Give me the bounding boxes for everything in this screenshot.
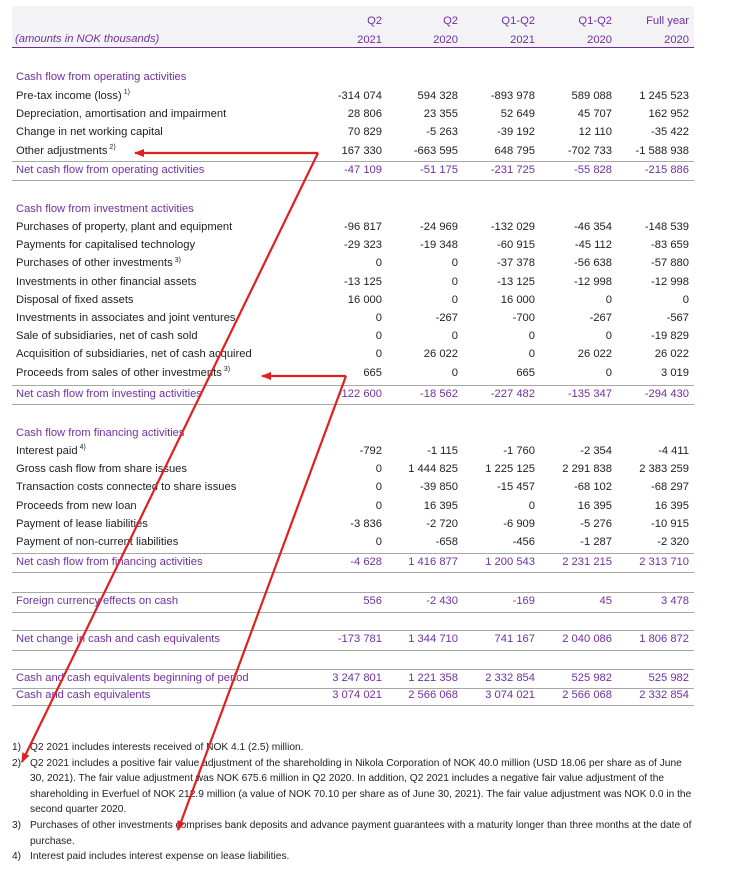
row-value: 2 566 068 [408,689,458,701]
row-depreciation-amortisation-and-impairment [12,106,694,124]
row-value: 16 395 [423,499,458,512]
row-payment-of-non-current-liabilities [12,534,694,552]
row-value: -46 354 [574,221,612,233]
row-proceeds-from-sales-of-other-investments [12,365,694,383]
row-value: -56 638 [574,257,612,270]
row-value: -45 112 [574,239,612,252]
row-value: 1 221 358 [408,672,458,684]
row-value: -663 595 [413,144,458,157]
row-value: -215 886 [644,164,689,176]
row-value: 2 291 838 [562,463,612,476]
row-purchases-of-property-plant-and-equipment [12,219,694,237]
section-title-investing: Cash flow from investment activities [16,203,194,215]
row-value: -1 115 [427,445,458,457]
row-value: 16 000 [500,293,535,306]
row-value: -173 781 [337,633,382,645]
row-value: 3 019 [661,366,689,379]
row-gross-cash-flow-from-share-issues [12,461,694,479]
row-cash-beginning [12,669,694,689]
row-value: -1 760 [503,445,535,457]
row-value: -12 998 [651,275,689,288]
row-value: 741 167 [494,633,535,645]
row-label: Payment of non-current liabilities [16,536,179,548]
row-value: -1 287 [580,536,612,548]
units-label: (amounts in NOK thousands) [15,33,160,45]
row-value: -29 323 [344,239,382,252]
row-value: -2 354 [580,445,612,457]
column-header-full-year-2020: Full year 2020 [646,15,689,46]
footnote-ref: 3) [223,365,231,373]
row-value: -3 836 [350,517,382,530]
row-value: 45 707 [577,108,612,121]
row-label: Net cash flow from operating activities [16,164,205,176]
row-value: -24 969 [420,221,458,233]
row-value: 1 344 710 [408,633,458,645]
row-value: -132 029 [490,221,535,233]
row-value: 2 313 710 [639,556,689,568]
footnotes [12,740,692,865]
row-value: -15 457 [497,481,535,494]
row-label: Acquisition of subsidiaries, net of cash acquired [16,348,252,361]
row-value: -13 125 [497,275,535,288]
row-value: -39 192 [497,126,535,139]
row-other-adjustments [12,143,694,161]
row-value: -456 [512,536,535,548]
row-value: 3 074 021 [485,689,535,701]
row-net-cash-investing [12,385,694,405]
row-value: 589 088 [571,90,612,102]
row-value: -700 [512,312,535,324]
row-value: 648 795 [494,144,535,157]
row-value: -267 [435,312,458,324]
row-value: -2 720 [426,517,458,530]
row-value: 0 [682,293,689,306]
row-value: -19 829 [651,330,689,343]
row-value: 0 [375,330,382,343]
row-value: -57 880 [651,257,689,270]
row-label: Depreciation, amortisation and impairment [16,108,227,121]
row-value: -135 347 [567,388,612,400]
row-value: -231 725 [490,164,535,176]
row-change-in-net-working-capital [12,124,694,142]
row-label: Net cash flow from financing activities [16,556,203,568]
row-value: 0 [451,293,458,306]
row-acquisition-of-subsidiaries-net-of-cash-acquired [12,346,694,364]
row-interest-paid [12,443,694,461]
row-value: 2 332 854 [639,689,689,701]
footnote-ref: 2) [109,143,116,151]
row-value: 0 [375,499,382,512]
row-value: 0 [375,463,382,476]
row-value: 1 416 877 [408,556,458,568]
row-value: -68 102 [574,481,612,494]
row-value: 0 [375,348,382,361]
row-value: 0 [605,330,612,343]
row-value: 0 [375,257,382,270]
row-value: -1 588 938 [635,144,689,157]
row-value: 0 [451,275,458,288]
row-label: Pre-tax income (loss) $^{1)}$ [16,89,130,102]
column-header-h1-2020: Q1-Q2 2020 [578,15,612,46]
row-label: Cash and cash equivalents [16,689,151,701]
row-label: Interest paid $^{4)}$ [16,444,86,457]
row-value: -169 [512,595,535,607]
row-value: 0 [605,366,612,379]
row-value: -5 263 [426,126,458,139]
row-value: 0 [375,481,382,494]
row-value: -6 909 [503,517,535,530]
row-value: 525 982 [648,672,689,684]
row-value: 70 829 [347,126,382,139]
row-value: -83 659 [651,239,689,252]
section-title-operating: Cash flow from operating activities [16,71,187,83]
row-value: 0 [451,257,458,270]
row-value: 2 040 086 [562,633,612,645]
row-value: 0 [528,499,535,512]
row-value: 23 355 [423,108,458,121]
row-value: 2 383 259 [639,463,689,476]
row-label: Proceeds from new loan [16,499,137,512]
row-value: 594 328 [417,90,458,102]
row-label: Investments in associates and joint ventures [16,312,236,324]
row-investments-in-associates-and-joint-ventures [12,310,694,328]
section-title-financing: Cash flow from financing activities [16,427,185,439]
row-value: 0 [375,536,382,548]
row-investments-in-other-financial-assets [12,274,694,292]
row-value: 665 [363,366,382,379]
row-value: -47 109 [344,164,382,176]
row-value: 2 332 854 [485,672,535,684]
row-value: -39 850 [420,481,458,494]
footnote: 4) Interest paid includes interest expense on lease liabilities. [12,851,290,863]
row-value: 0 [451,366,458,379]
row-label: Proceeds from sales of other investments $^{3)}$ [16,365,231,379]
row-value: 3 478 [661,595,689,607]
row-pre-tax-income-loss [12,88,694,106]
row-value: 556 [363,595,382,607]
footnote: 2) Q2 2021 includes a positive fair value adjustment of the shareholding in Nikola Corporation of NOK 40.0 million (USD 18.06 per share as of June 30, 2021). The fair value adjustment was NOK 675.6 million in Q2 2020. In addition, Q2 2021 includes a negative fair value adjustment of the shareholding in Everfuel of NOK 212.9 million (a value of NOK 70.10 per share as of June 30, 2021). The fair value adjustment was NOK 0.0 in the second quarter 2020. [12,757,692,816]
footnote: 3) Purchases of other investments comprises bank deposits and advance payment guarantees with a maturity longer than three months at the date of purchase. [12,819,692,847]
row-value: 12 110 [578,126,612,139]
row-value: -2 320 [657,536,689,548]
row-net-cash-financing [12,553,694,573]
row-value: 28 806 [347,108,382,121]
row-value: 1 200 543 [485,556,535,568]
row-proceeds-from-new-loan [12,498,694,516]
footnote: 1) Q2 2021 includes interests received of NOK 4.1 (2.5) million. [12,742,304,753]
row-value: -96 817 [344,221,382,233]
footnote-ref: 4) [79,444,86,452]
row-value: -792 [359,445,382,457]
footnote-ref: 1) [123,89,130,97]
row-value: -51 175 [420,164,458,176]
row-label: Purchases of other investments $^{3)}$ [16,256,181,270]
row-label: Foreign currency effects on cash [16,595,179,607]
row-sale-of-subsidiaries-net-of-cash-sold [12,328,694,346]
row-value: -5 276 [580,517,612,530]
row-label: Payment of lease liabilities [16,517,148,530]
row-value: -4 628 [350,556,382,568]
row-value: -702 733 [567,144,612,157]
row-label: Sale of subsidiaries, net of cash sold [16,330,198,343]
column-header-q2-2021: Q2 2021 [357,15,382,46]
row-label: Purchases of property, plant and equipment [16,221,233,233]
row-value: -13 125 [344,275,382,288]
row-label: Payments for capitalised technology [16,239,196,252]
row-value: 1 806 872 [639,633,689,645]
row-value: -19 348 [420,239,458,252]
row-value: -37 378 [497,257,535,270]
row-disposal-of-fixed-assets [12,292,694,310]
row-cash-ending [12,687,694,706]
row-value: 167 330 [341,144,382,157]
row-value: -267 [589,312,612,324]
row-value: 45 [599,595,612,607]
column-header-q2-2020: Q2 2020 [433,15,458,46]
row-value: -10 915 [651,517,689,530]
row-value: 162 952 [648,108,689,121]
row-purchases-of-other-investments [12,255,694,273]
row-value: 665 [516,366,535,379]
row-value: -4 411 [658,445,689,457]
row-value: 1 245 523 [639,90,689,102]
row-label: Other adjustments $^{2)}$ [16,143,116,157]
row-value: -68 297 [651,481,689,494]
row-net-cash-operating [12,161,694,181]
row-value: 0 [528,348,535,361]
row-value: 0 [605,293,612,306]
row-value: -314 074 [337,90,382,102]
row-value: 2 231 215 [562,556,612,568]
row-value: -658 [435,536,458,548]
row-value: -893 978 [490,90,535,102]
row-value: 26 022 [654,348,689,361]
row-value: -18 562 [420,388,458,400]
row-value: 16 395 [654,499,689,512]
row-label: Gross cash flow from share issues [16,463,187,476]
row-value: -148 539 [644,221,689,233]
row-value: 26 022 [577,348,612,361]
row-value: 0 [375,312,382,324]
row-label: Change in net working capital [16,126,163,139]
row-value: -55 828 [574,164,612,176]
row-value: -567 [666,312,689,324]
row-label: Net change in cash and cash equivalents [16,633,220,645]
column-header-h1-2021: Q1-Q2 2021 [501,15,535,46]
row-value: 1 444 825 [408,463,458,476]
row-net-change-in-cash [12,630,694,651]
row-value: 1 225 125 [485,463,535,476]
row-value: 52 649 [500,108,535,121]
row-value: 26 022 [423,348,458,361]
row-transaction-costs-connected-to-share-issues [12,479,694,497]
row-value: 0 [451,330,458,343]
footnote-ref: 3) [174,256,181,264]
row-value: 16 395 [577,499,612,512]
row-value: 525 982 [571,672,612,684]
row-label: Cash and cash equivalents beginning of period [16,672,249,684]
row-value: 3 247 801 [332,672,382,684]
row-value: -2 430 [426,595,458,607]
row-value: 3 074 021 [332,689,382,701]
row-value: -122 600 [337,388,382,400]
row-value: -35 422 [651,126,689,139]
row-value: -294 430 [644,388,689,400]
row-label: Investments in other financial assets [16,275,197,288]
row-payments-for-capitalised-technology [12,237,694,255]
row-value: 2 566 068 [562,689,612,701]
row-value: -12 998 [574,275,612,288]
row-value: 0 [528,330,535,343]
row-value: -227 482 [490,388,535,400]
row-label: Transaction costs connected to share issues [16,481,237,494]
row-label: Disposal of fixed assets [16,293,134,306]
row-label: Net cash flow from investing activities [16,388,202,400]
row-value: -60 915 [497,239,535,252]
row-foreign-currency-effects [12,592,694,613]
row-value: 16 000 [347,293,382,306]
row-payment-of-lease-liabilities [12,516,694,534]
